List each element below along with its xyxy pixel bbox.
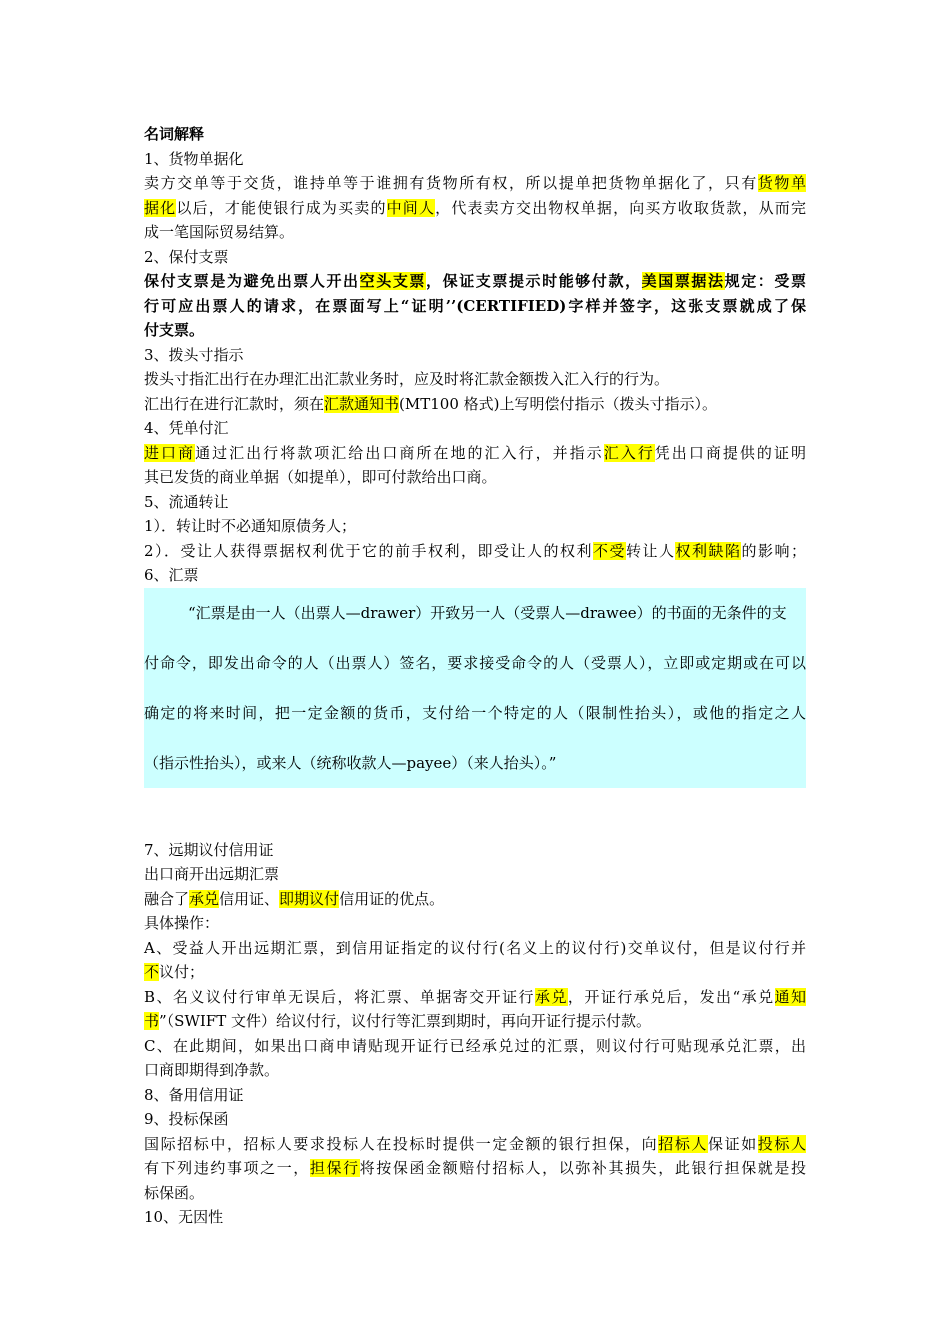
highlight: 权利缺陷 <box>675 541 742 560</box>
section-7-line: A、受益人开出远期汇票，到信用证指定的议付行(名义上的议付行)交单议付，但是议付行并 <box>144 938 806 957</box>
section-3-line: 拨头寸指汇出行在办理汇出汇款业务时，应及时将汇款金额拨入汇入行的行为。 <box>144 370 670 388</box>
section-7-line: 融合了承兑信用证、即期议付信用证的优点。 <box>144 889 445 908</box>
highlight: 据化 <box>144 198 177 217</box>
highlight: 即期议付 <box>279 889 340 908</box>
section-1-line: 成一笔国际贸易结算。 <box>144 223 295 241</box>
bill-of-exchange-quote <box>144 588 806 788</box>
section-10-heading: 10、无因性 <box>144 1208 224 1226</box>
section-7-line: B、名义议付行审单无误后，将汇票、单据寄交开证行承兑，开证行承兑后，发出“承兑通知 <box>144 987 806 1006</box>
quote-line: 付命令，即发出命令的人（出票人）签名，要求接受命令的人（受票人），立即或定期或在可以 <box>144 653 806 672</box>
section-1-line: 卖方交单等于交货，谁持单等于谁拥有货物所有权，所以提单把货物单据化了，只有货物单 <box>144 174 806 192</box>
highlight: 担保行 <box>309 1159 360 1177</box>
highlight: 不 <box>144 963 160 981</box>
section-9-line: 标保函。 <box>144 1183 205 1202</box>
section-8-heading: 8、备用信用证 <box>144 1085 244 1104</box>
quote-line: “汇票是由一人（出票人—drawer）开致另一人（受票人—drawee）的书面的无条件的支 <box>188 603 787 622</box>
spacer <box>144 788 806 838</box>
highlight: 书 <box>144 1012 160 1030</box>
highlight: 投标人 <box>757 1134 806 1153</box>
highlight: 汇入行 <box>603 443 655 462</box>
section-9-line: 有下列违约事项之一，担保行将按保函金额赔付招标人，以弥补其损失，此银行担保就是投 <box>144 1159 806 1177</box>
highlight: 招标人 <box>658 1134 709 1153</box>
section-9-heading: 9、投标保函 <box>144 1110 229 1128</box>
section-1-line: 据化以后，才能使银行成为买卖的中间人，代表卖方交出物权单据，向买方收取货款，从而完 <box>144 198 806 217</box>
document-title: 名词解释 <box>144 125 205 143</box>
highlight: 空头支票 <box>359 272 427 290</box>
section-7-line: C、在此期间，如果出口商申请贴现开证行已经承兑过的汇票，则议付行可贴现承兑汇票，出 <box>144 1036 806 1055</box>
section-7-line: 书”（SWIFT 文件）给议付行，议付行等汇票到期时，再向开证行提示付款。 <box>144 1012 651 1030</box>
section-2-line: 保付支票是为避免出票人开出空头支票，保证支票提示时能够付款，美国票据法规定：受票 <box>144 272 806 290</box>
highlight: 货物单 <box>757 174 806 192</box>
highlight: 承兑 <box>189 889 220 908</box>
highlight: 不受 <box>592 541 626 560</box>
section-7-line: 出口商开出远期汇票 <box>144 865 280 883</box>
section-6-heading: 6、汇票 <box>144 566 199 584</box>
quote-line: 确定的将来时间，把一定金额的货币，支付给一个特定的人（限制性抬头），或他的指定之人 <box>144 703 806 722</box>
document-page <box>144 122 806 1230</box>
section-3-line: 汇出行在进行汇款时，须在汇款通知书(MT100 格式)上写明偿付指示（拨头寸指示）。 <box>144 394 717 413</box>
section-4-line: 进口商通过汇出行将款项汇给出口商所在地的汇入行，并指示汇入行凭出口商提供的证明 <box>144 443 806 462</box>
highlight: 汇款通知书 <box>324 394 400 413</box>
section-7-line: 不议付； <box>144 963 205 981</box>
section-2-line: 行可应出票人的请求，在票面写上“证明’’(CERTIFIED)字样并签字，这张支票就成了保 <box>144 296 806 315</box>
highlight: 进口商 <box>144 443 196 462</box>
section-3-heading: 3、拨头寸指示 <box>144 345 244 364</box>
section-1-heading: 1、货物单据化 <box>144 149 244 168</box>
section-2-heading: 2、保付支票 <box>144 247 229 266</box>
section-4-heading: 4、凭单付汇 <box>144 419 229 437</box>
section-5-heading: 5、流通转让 <box>144 492 229 511</box>
section-7-heading: 7、远期议付信用证 <box>144 840 274 859</box>
section-7-line: 具体操作： <box>144 914 220 932</box>
section-2-line: 付支票。 <box>144 321 205 339</box>
highlight: 通知 <box>774 987 806 1006</box>
highlight: 中间人 <box>386 198 436 217</box>
highlight: 承兑 <box>535 987 568 1006</box>
section-5-line: 1）．转让时不必通知原债务人； <box>144 517 357 535</box>
highlight: 美国票据法 <box>641 272 725 290</box>
quote-line: （指示性抬头），或来人（统称收款人—payee）（来人抬头）。” <box>144 753 557 772</box>
section-4-line: 其已发货的商业单据（如提单），即可付款给出口商。 <box>144 468 497 486</box>
section-7-line: 口商即期得到净款。 <box>144 1061 280 1079</box>
section-5-line: 2）．受让人获得票据权利优于它的前手权利，即受让人的权利不受转让人权利缺陷的影响； <box>144 541 806 560</box>
section-9-line: 国际招标中，招标人要求投标人在投标时提供一定金额的银行担保，向招标人保证如投标人 <box>144 1134 806 1153</box>
